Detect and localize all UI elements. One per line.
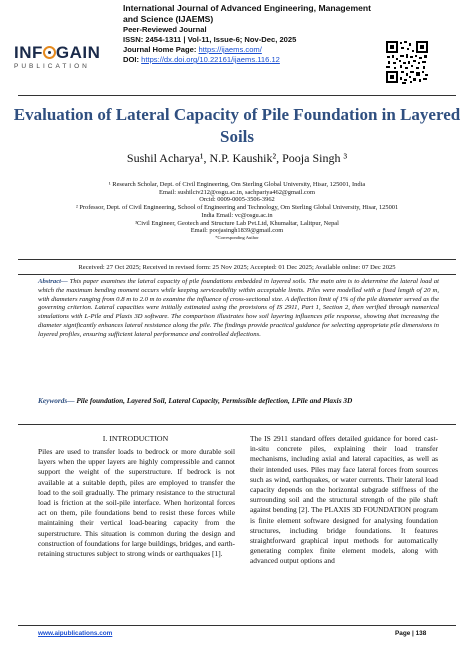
issn-line: ISSN: 2454-1311 | Vol-11, Issue-6; Nov-Dec, 2025 [123,35,297,44]
abstract-label: Abstract— [38,278,68,285]
section-heading: I. INTRODUCTION [102,434,169,443]
journal-title: International Journal of Advanced Engineering, Management and Science (IJAEMS) [123,3,371,24]
footer-page-number: Page | 138 [395,630,427,637]
paper-title: Evaluation of Lateral Capacity of Pile Foundation in Layered Soils [13,105,461,146]
publisher-logo [14,44,112,76]
homepage-line: Journal Home Page: https://ijaems.com/ [123,45,262,54]
abstract-divider [18,424,456,425]
author-list: Sushil Acharya¹, N.P. Kaushik², Pooja Singh ³ [126,151,348,165]
footer-site-link[interactable]: www.aipublications.com [38,630,113,637]
corresponding-author-note: *Corresponding Author [215,234,259,240]
doi-link[interactable]: https://dx.doi.org/10.22161/ijaems.116.12 [141,55,280,64]
affiliation-line: ³Civil Engineer, Geotech and Structure Lab Pvt.Ltd, Khumaltar, Lalitpur, Nepal [135,219,339,227]
affiliation-line: ¹ Research Scholar, Dept. of Civil Engineering, Om Sterling Global University, Hisar, 125001, India [108,181,366,188]
homepage-link[interactable]: https://ijaems.com/ [198,45,262,54]
keywords-label: Keywords— [38,396,75,405]
header-divider [18,95,456,96]
logo-globe-icon [43,46,56,59]
journal-header [123,3,381,65]
received-bottom-divider [18,274,456,275]
abstract [38,278,439,340]
body-column-left: Piles are used to transfer loads to bedrock or more durable soil layers when the upper layers are highly compressible and cannot support the weight of the superstructure. If bedrock is not available at a suitable depth, piles are employed to transfer the load to the soil gradually. The primary resistance to the structural load is friction at the soil-pile interface. When horizontal forces act on them, pile foundations bend to resist these forces while maintaining their vertical load-bearing capacity from the superstructure. This situation is common during the design and construction of foundations for large buildings, bridges, and earth-retaining structures subject to strong winds or earthquakes [1]. [38,447,235,559]
keywords [38,396,439,405]
abstract-text: This paper examines the lateral capacity of pile foundations embedded in layered soils. The main aim is to determine the lateral load at which the maximum bending moment occurs while keeping serviceability within acceptable limits. Piles were modelled with a fixed length of 20 m, with diameters ranging from 0.8 m to 2.0 m to examine the influence of cross-sectional size. A deflection limit of 1% of the pile diameter served as the governing criterion. Lateral capacities were initially estimated using the provisions of IS 2911, Part 1, Section 2, then verified through numerical simulations with L-Pile and Plaxis 3D software. The comparison illustrates how soil layering influences pile response, showing that increasing the diameter significantly enhances lateral resistance along the pile. The findings provide practical guidance for selecting appropriate pile dimensions in layered profiles, ensuring sufficient lateral performance and controlled deflections. [38,278,439,338]
footer-divider [18,625,456,626]
affiliation-line: Email: sushilciv212@osgu.ac.in, sachpariya462@gmail.com [159,188,315,196]
logo-subtitle: PUBLICATION [14,63,90,70]
qr-code-icon[interactable] [385,40,429,84]
affiliation-line: India Email: vc@osgu.ac.in [201,211,273,219]
doi-line: DOI: https://dx.doi.org/10.22161/ijaems.116.12 [123,55,280,64]
body-column-right: The IS 2911 standard offers detailed guidance for bored cast-in-situ concrete piles, explaining their load transfer mechanisms, including axial and lateral capacities, as well as their intended uses. Piles may face lateral forces from sources such as wind, earthquakes, or water currents. Their lateral load capacity depends on the horizontal subgrade stiffness of the surrounding soil and the structural strength of the pile shaft against bending [2]. The PLAXIS 3D FOUNDATION program is finite element software designed for analysing foundation structures, including bridge foundations. It features straightforward graphical input methods for automatically generating complex finite element models, along with advanced output options and [250,434,438,566]
affiliation-line: ² Professor, Dept. of Civil Engineering, School of Engineering and Technology, Om Sterling Global University, Hisar, 125001 [75,204,399,212]
affiliation-line: Orcid: 0009-0005-3506-3962 [199,196,275,204]
logo-wordmark: INF GAIN [14,43,101,62]
affiliation-line: Email: poojasingh1839@gmail.com [190,227,284,235]
affiliations [0,181,474,241]
peer-reviewed-label: Peer-Reviewed Journal [123,25,207,34]
keywords-text: Pile foundation, Layered Soil, Lateral Capacity, Permissible deflection, LPile and Plaxis 3D [74,396,353,405]
received-dates: Received: 27 Oct 2025; Received in revised form: 25 Nov 2025; Accepted: 01 Dec 2025; Available online: 07 Dec 2025 [78,264,396,271]
received-top-divider [18,259,456,260]
